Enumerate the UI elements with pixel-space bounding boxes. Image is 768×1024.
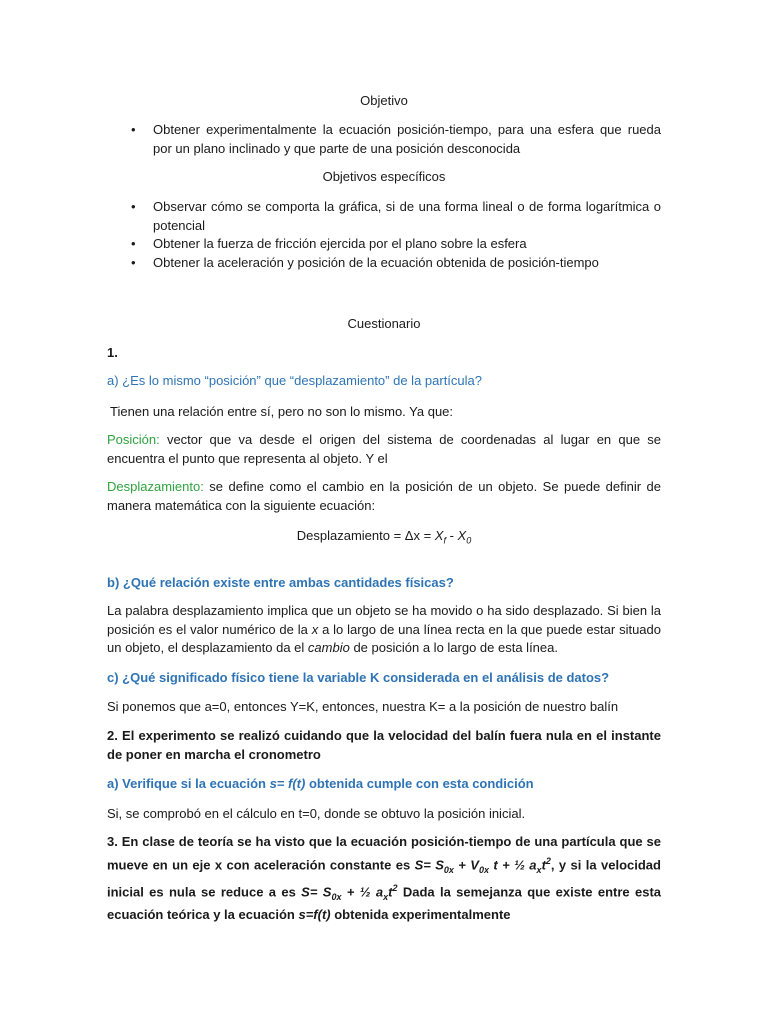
answer-1b: La palabra desplazamiento implica que un objeto se ha movido o ha sido desplazado. Si bien la posición es el valor numérico de la x a lo largo de una línea recta en la que puede estar situado un objeto, el desplazamiento da el cambio de posición a lo largo de esta línea. bbox=[107, 603, 661, 655]
displacement-equation: Desplazamiento = $\Delta x = X_f - X_0$ bbox=[296, 528, 472, 546]
cuestionario-title: Cuestionario bbox=[347, 316, 421, 331]
question-1b: b) ¿Qué relación existe entre ambas cantidades físicas? bbox=[107, 575, 454, 590]
objetivo-title: Objetivo bbox=[360, 93, 408, 108]
posicion-label: Posición: bbox=[107, 432, 160, 447]
answer-1c: Si ponemos que a=0, entonces Y=K, entonces, nuestra K= a la posición de nuestro balín bbox=[107, 699, 619, 714]
answer-2a: Si, se comprobó en el cálculo en t=0, donde se obtuvo la posición inicial. bbox=[107, 806, 526, 821]
question-2a: a) Verifique si la ecuación s= f(t) obtenida cumple con esta condición bbox=[107, 776, 534, 791]
list-item: • Obtener la aceleración y posición de la ecuación obtenida de posición-tiempo bbox=[107, 254, 661, 273]
answer-1a-intro: Tienen una relación entre sí, pero no son lo mismo. Ya que: bbox=[110, 404, 454, 419]
bullet-icon: • bbox=[131, 254, 136, 270]
objetivo-list bbox=[107, 121, 661, 158]
list-item: • Obtener experimentalmente la ecuación posición-tiempo, para una esfera que rueda por un plano inclinado y que parte de una posición desconocida bbox=[131, 122, 661, 156]
question-3: 3. En clase de teoría se ha visto que la ecuación posición-tiempo de una partícula que se mueve en un eje x con aceleración constante es $S= S_{0x} + V_{0x}$ t + ½ $a_xt^2$, y si la velocidad inicial es nula se reduce a es $S= S_{0x}$ + ½ $a_xt^2$ Dada la semejanza que existe entre esta ecuación teórica y la ecuación s=f(t) obtenida experimentalmente bbox=[107, 834, 662, 923]
especificos-title: Objetivos específicos bbox=[322, 169, 446, 184]
question-1c: c) ¿Qué significado físico tiene la variable K considerada en el análisis de datos? bbox=[107, 670, 610, 685]
question-1a: a) ¿Es lo mismo “posición” que “desplazamiento” de la partícula? bbox=[107, 373, 483, 388]
question-2: 2. El experimento se realizó cuidando que la velocidad del balín fuera nula en el instante de poner en marcha el cronometro bbox=[107, 728, 661, 762]
desplazamiento-definition: Desplazamiento: se define como el cambio en la posición de un objeto. Se puede definir de manera matemática con la siguiente ecuación: bbox=[107, 479, 661, 513]
question-1-number: 1. bbox=[107, 345, 118, 360]
list-item: • Obtener la fuerza de fricción ejercida por el plano sobre la esfera bbox=[107, 235, 661, 254]
posicion-definition: Posición: vector que va desde el origen del sistema de coordenadas al lugar en que se encuentra el punto que representa al objeto. Y el bbox=[107, 432, 661, 466]
especificos-list bbox=[107, 198, 661, 272]
list-item: • Observar cómo se comporta la gráfica, si de una forma lineal o de forma logarítmica o potencial bbox=[131, 199, 661, 233]
bullet-icon: • bbox=[131, 122, 136, 137]
desplazamiento-label: Desplazamiento: bbox=[107, 479, 204, 494]
bullet-icon: • bbox=[131, 236, 136, 251]
bullet-icon: • bbox=[131, 199, 136, 214]
